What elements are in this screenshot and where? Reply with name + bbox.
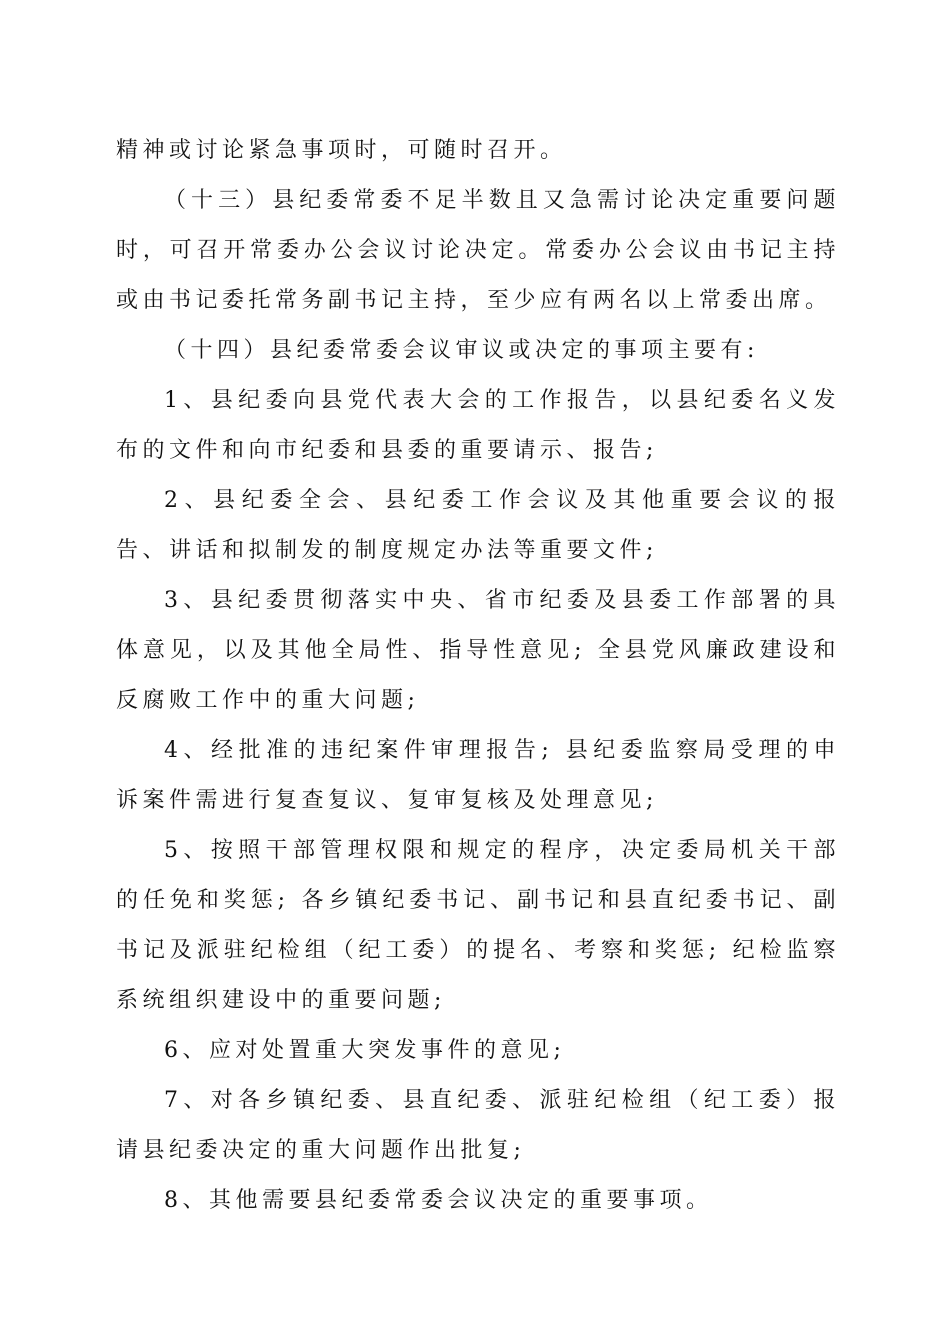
list-item-8: 8、其他需要县纪委常委会议决定的重要事项。 bbox=[164, 1188, 713, 1213]
document-body bbox=[116, 126, 840, 1226]
list-item-2: 2、县纪委全会、县纪委工作会议及其他重要会议的报告、讲话和拟制发的制度规定办法等重要文件; bbox=[116, 488, 840, 563]
paragraph-item-14: （十四）县纪委常委会议审议或决定的事项主要有: bbox=[164, 338, 759, 363]
list-item-7: 7、对各乡镇纪委、县直纪委、派驻纪检组（纪工委）报请县纪委决定的重大问题作出批复; bbox=[116, 1088, 840, 1163]
paragraph-continuation: 精神或讨论紧急事项时，可随时召开。 bbox=[116, 138, 567, 163]
paragraph-item-13: （十三）县纪委常委不足半数且又急需讨论决定重要问题时，可召开常委办公会议讨论决定。常委办公会议由书记主持或由书记委托常务副书记主持，至少应有两名以上常委出席。 bbox=[116, 188, 840, 313]
list-item-4: 4、经批准的违纪案件审理报告; 县纪委监察局受理的申诉案件需进行复查复议、复审复核及处理意见; bbox=[116, 738, 840, 813]
list-item-3: 3、县纪委贯彻落实中央、省市纪委及县委工作部署的具体意见，以及其他全局性、指导性意见; 全县党风廉政建设和反腐败工作中的重大问题; bbox=[116, 588, 840, 713]
list-item-5: 5、按照干部管理权限和规定的程序，决定委局机关干部的任免和奖惩; 各乡镇纪委书记、副书记和县直纪委书记、副书记及派驻纪检组（纪工委）的提名、考察和奖惩; 纪检监察系统组织建设中的重要问题; bbox=[116, 838, 840, 1013]
list-item-1: 1、县纪委向县党代表大会的工作报告，以县纪委名义发布的文件和向市纪委和县委的重要请示、报告; bbox=[116, 388, 840, 463]
list-item-6: 6、应对处置重大突发事件的意见; bbox=[164, 1038, 566, 1063]
